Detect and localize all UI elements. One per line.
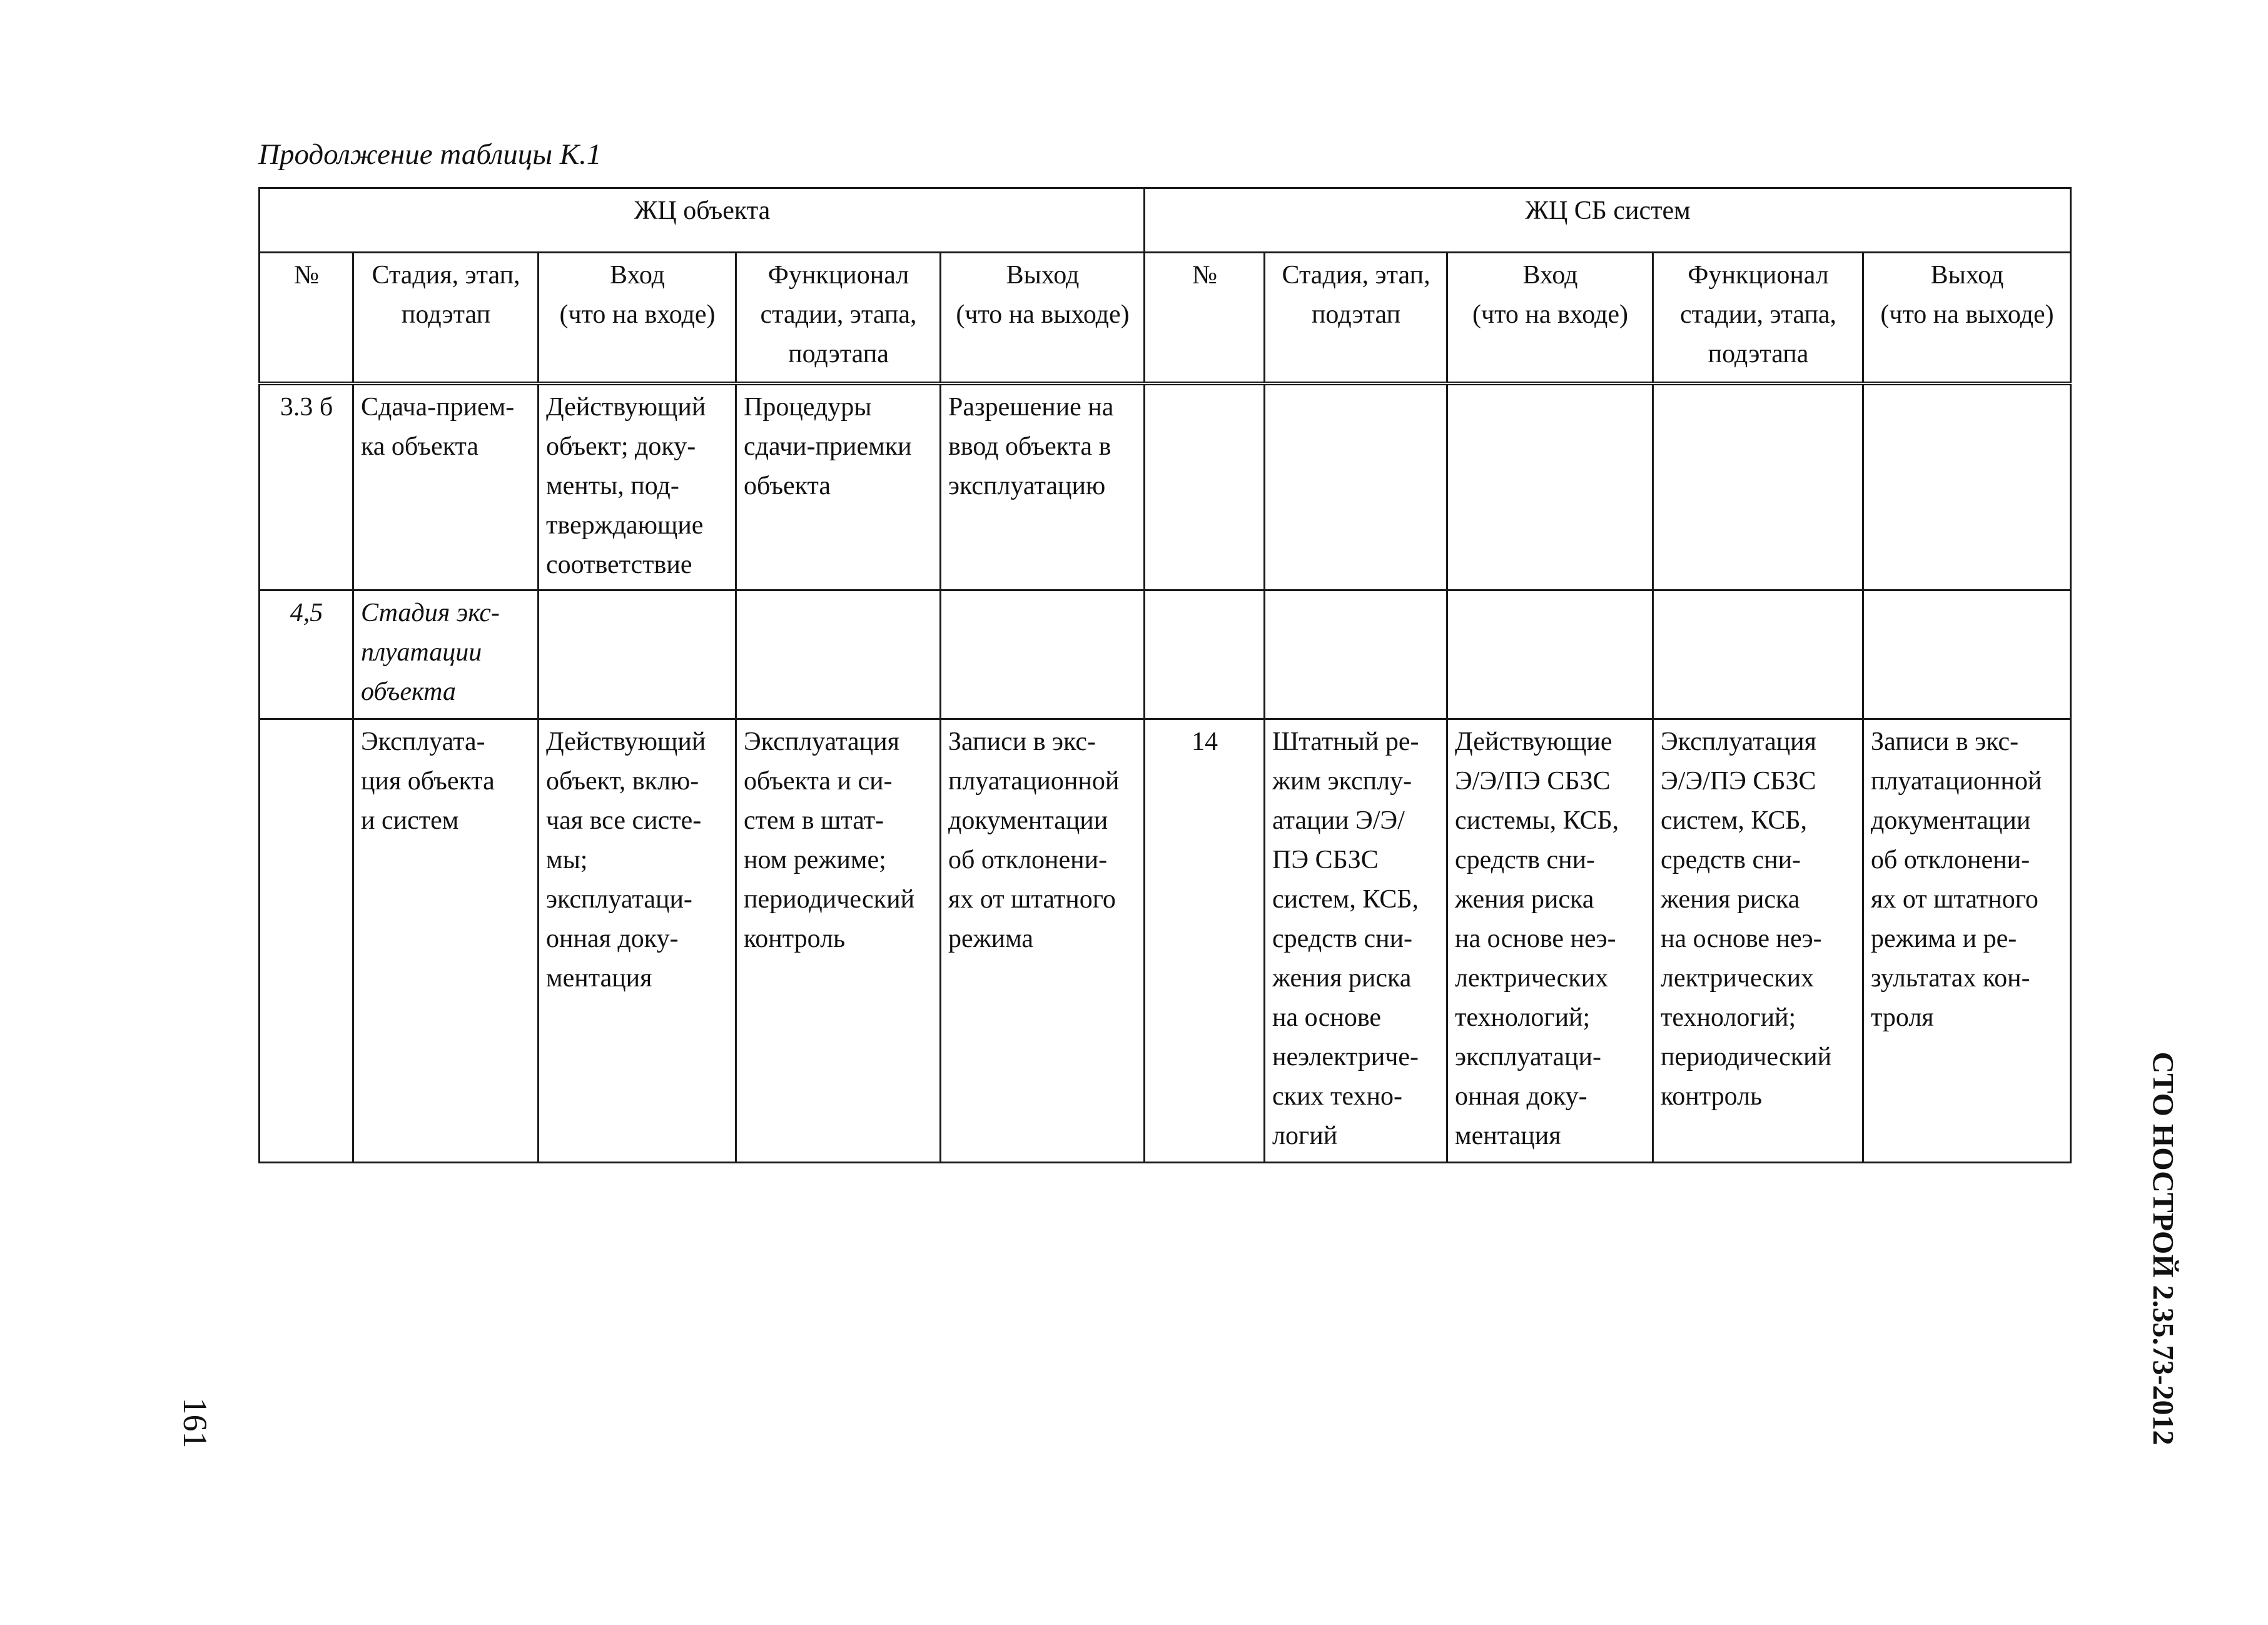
cell-output-2: Записи в экс- плуатационной документации об отклонени- ях от штатного режима и ре- зультатах кон- троля: [1863, 719, 2071, 1163]
cell-num-2: [1145, 383, 1265, 590]
header-output-2-line-2: (что на выходе): [1880, 300, 2054, 329]
table-row: [260, 590, 2071, 719]
cell-stage-2: Штатный ре- жим эксплу- атации Э/Э/ ПЭ СБЗС систем, КСБ, средств сни- жения риска на основе неэлектриче- ских техно- логий: [1265, 719, 1447, 1163]
header-stage-2: Стадия, этап, подэтап: [1265, 253, 1447, 384]
cell-func-2: [1653, 590, 1863, 719]
column-header-row: [260, 253, 2071, 384]
header-input-2-line-1: Вход: [1522, 261, 1578, 290]
cell-stage-2: [1265, 590, 1447, 719]
table-row: [260, 383, 2071, 590]
header-input-line-2: (что на входе): [559, 300, 716, 329]
cell-func: Процедуры сдачи-приемки объекта: [736, 383, 941, 590]
header-func: Функционал стадии, этапа, подэтапа: [736, 253, 941, 384]
cell-func: Эксплуатация объекта и си- стем в штат- ном режиме; периодический контроль: [736, 719, 941, 1163]
cell-output: Разрешение на ввод объекта в эксплуатацию: [941, 383, 1145, 590]
header-output-line-1: Выход: [1006, 261, 1080, 290]
header-func-2: Функционал стадии, этапа, подэтапа: [1653, 253, 1863, 384]
cell-num-2: [1145, 590, 1265, 719]
cell-output-2: [1863, 590, 2071, 719]
cell-output: [941, 590, 1145, 719]
header-num-2: №: [1145, 253, 1265, 384]
header-input-2-line-2: (что на входе): [1472, 300, 1629, 329]
cell-num: [260, 719, 353, 1163]
cell-stage-2: [1265, 383, 1447, 590]
cell-stage: Стадия экс- плуатации объекта: [353, 590, 539, 719]
table-caption: Продолжение таблицы К.1: [258, 138, 602, 171]
group-header-row: [260, 188, 2071, 253]
group-header-object: ЖЦ объекта: [260, 188, 1145, 253]
cell-stage: Эксплуата- ция объекта и систем: [353, 719, 539, 1163]
cell-output: Записи в экс- плуатационной документации об отклонени- ях от штатного режима: [941, 719, 1145, 1163]
header-output-line-2: (что на выходе): [956, 300, 1130, 329]
document-code-vertical: [2108, 1042, 2217, 1455]
cell-input: [539, 590, 736, 719]
cell-input-2: [1447, 383, 1653, 590]
cell-func-2: [1653, 383, 1863, 590]
table-k1: [258, 187, 2072, 1163]
cell-output-2: [1863, 383, 2071, 590]
cell-num: 4,5: [260, 590, 353, 719]
cell-num: 3.3 б: [260, 383, 353, 590]
table-row: [260, 719, 2071, 1163]
header-num: №: [260, 253, 353, 384]
cell-input-2: Действующие Э/Э/ПЭ СБЗС системы, КСБ, средств сни- жения риска на основе неэ- лектрических технологий; эксплуатаци- онная доку- ментация: [1447, 719, 1653, 1163]
group-header-systems: ЖЦ СБ систем: [1145, 188, 2071, 253]
cell-input: Действующий объект, вклю- чая все систе- мы; эксплуатаци- онная доку- ментация: [539, 719, 736, 1163]
header-output-2-line-1: Выход: [1930, 261, 2004, 290]
cell-num-2: 14: [1145, 719, 1265, 1163]
cell-input-2: [1447, 590, 1653, 719]
page-number: 161: [176, 1397, 214, 1449]
cell-func-2: Эксплуатация Э/Э/ПЭ СБЗС систем, КСБ, средств сни- жения риска на основе неэ- лектрических технологий; периодический контроль: [1653, 719, 1863, 1163]
header-output: [941, 253, 1145, 384]
header-input-line-1: Вход: [609, 261, 666, 290]
cell-func: [736, 590, 941, 719]
cell-input: Действующий объект; доку- менты, под- тверждающие соответствие: [539, 383, 736, 590]
cell-stage: Сдача-прием- ка объекта: [353, 383, 539, 590]
page-number-vertical: [164, 1389, 226, 1457]
header-input-2: [1447, 253, 1653, 384]
header-output-2: [1863, 253, 2071, 384]
header-input: [539, 253, 736, 384]
header-stage: Стадия, этап, подэтап: [353, 253, 539, 384]
document-code: СТО НОСТРОЙ 2.35.73-2012: [2146, 1051, 2179, 1445]
